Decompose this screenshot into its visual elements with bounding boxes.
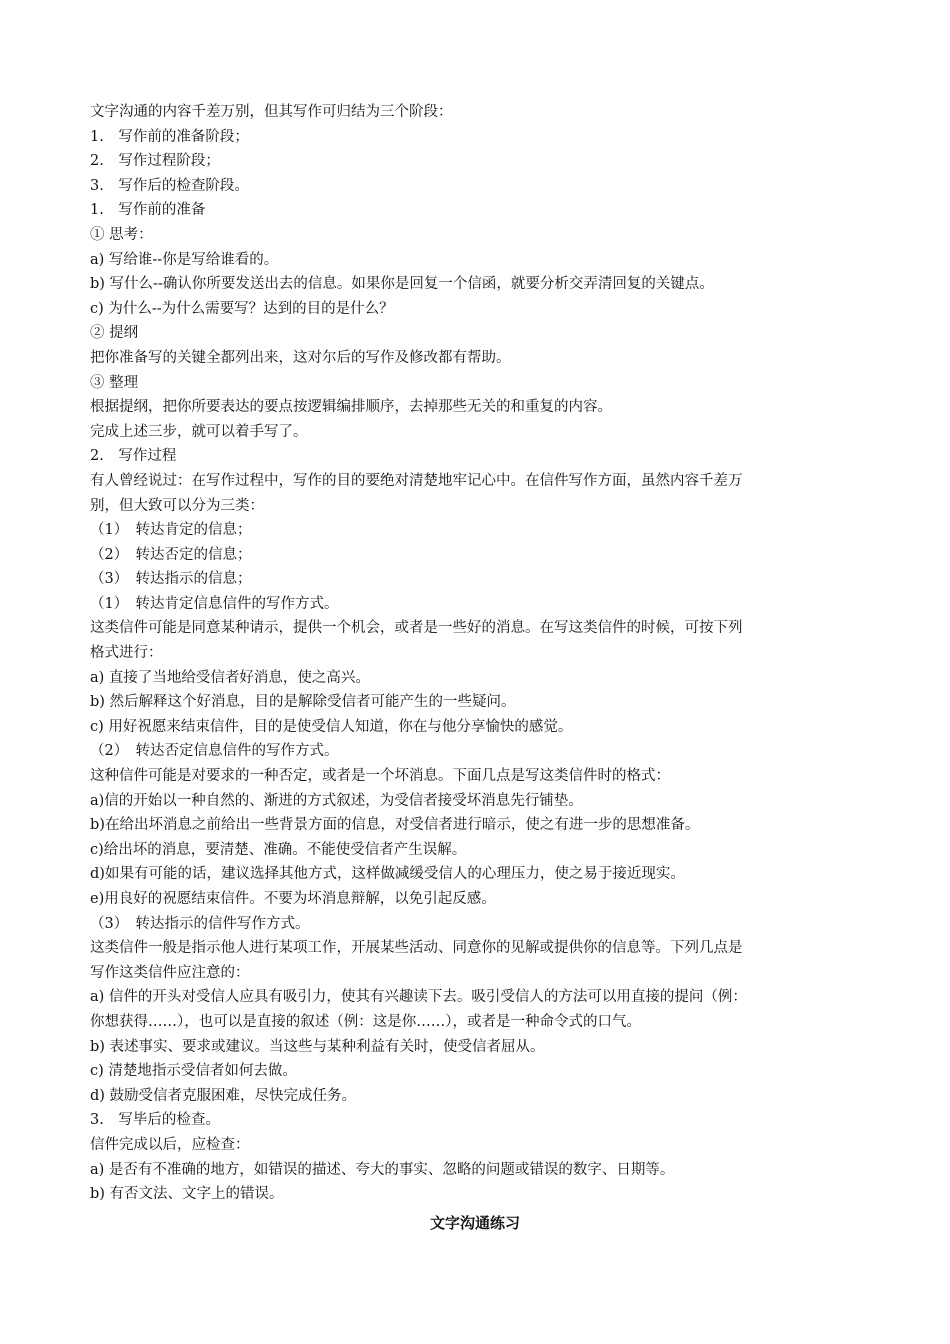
text-line: 有人曾经说过：在写作过程中，写作的目的要绝对清楚地牢记心中。在信件写作方面，虽然内容千差万 — [90, 472, 743, 489]
text-line: （1） 转达肯定的信息； — [90, 522, 252, 539]
text-line: a) 信件的开头对受信人应具有吸引力，使其有兴趣读下去。吸引受信人的方法可以用直接的提问（例： — [90, 989, 747, 1006]
text-line: 1. 写作前的准备阶段； — [90, 128, 249, 145]
text-line: b)在给出坏消息之前给出一些背景方面的信息，对受信者进行暗示，使之有进一步的思想准备。 — [90, 817, 700, 834]
text-line: c) 清楚地指示受信者如何去做。 — [90, 1063, 297, 1080]
text-line: ③ 整理 — [90, 374, 139, 391]
text-line: （3） 转达指示的信件写作方式。 — [90, 915, 310, 932]
text-line: c) 用好祝愿来结束信件，目的是使受信人知道，你在与他分享愉快的感觉。 — [90, 718, 573, 735]
text-line: c) 为什么--为什么需要写？达到的目的是什么？ — [90, 300, 394, 317]
text-line: （2） 转达否定的信息； — [90, 546, 252, 563]
text-line: 2. 写作过程阶段； — [90, 153, 220, 170]
text-line: 格式进行： — [90, 645, 163, 662]
text-line: a) 直接了当地给受信者好消息，使之高兴。 — [90, 669, 370, 686]
text-line: d) 鼓励受信者克服困难，尽快完成任务。 — [90, 1087, 357, 1104]
text-line: 完成上述三步，就可以着手写了。 — [90, 423, 308, 440]
text-line: e)用良好的祝愿结束信件。不要为坏消息辩解，以免引起反感。 — [90, 891, 496, 907]
text-line: （1） 转达肯定信息信件的写作方式。 — [90, 595, 339, 612]
text-line: b) 然后解释这个好消息，目的是解除受信者可能产生的一些疑问。 — [90, 694, 516, 711]
text-line: ① 思考： — [90, 226, 153, 243]
document-body — [90, 100, 860, 1207]
text-line: 根据提纲，把你所要表达的要点按逻辑编排顺序，去掉那些无关的和重复的内容。 — [90, 399, 612, 416]
text-line: 文字沟通的内容千差万别，但其写作可归结为三个阶段： — [90, 104, 453, 120]
section-heading: 2. 写作过程 — [90, 448, 177, 465]
text-line: 把你准备写的关键全都列出来，这对尔后的写作及修改都有帮助。 — [90, 349, 511, 366]
text-line: d)如果有可能的话，建议选择其他方式，这样做减缓受信人的心理压力，使之易于接近现实。 — [90, 866, 685, 883]
document-page — [90, 100, 860, 1235]
text-line: ② 提纲 — [90, 325, 139, 342]
text-line: 写作这类信件应注意的： — [90, 964, 250, 981]
text-line: b) 写什么--确认你所要发送出去的信息。如果你是回复一个信函，就要分析交弄清回复的关键点。 — [90, 276, 714, 293]
text-line: 别，但大致可以分为三类： — [90, 497, 264, 514]
section-heading: 1. 写作前的准备 — [90, 202, 206, 219]
text-line: a) 是否有不准确的地方，如错误的描述、夸大的事实、忽略的问题或错误的数字、日期等。 — [90, 1161, 675, 1178]
footer-title: 文字沟通练习 — [429, 1213, 520, 1232]
text-line: （3） 转达指示的信息； — [90, 571, 252, 588]
text-line: 信件完成以后，应检查： — [90, 1136, 250, 1153]
text-line: 3. 写作后的检查阶段。 — [90, 177, 249, 194]
text-line: 这类信件一般是指示他人进行某项工作，开展某些活动、同意你的见解或提供你的信息等。下列几点是 — [90, 940, 743, 957]
section-heading: 3. 写毕后的检查。 — [90, 1112, 220, 1129]
text-line: 这种信件可能是对要求的一种否定，或者是一个坏消息。下面几点是写这类信件时的格式： — [90, 768, 670, 785]
text-line: a)信的开始以一种自然的、渐进的方式叙述，为受信者接受坏消息先行铺垫。 — [90, 792, 583, 809]
text-line: 这类信件可能是同意某种请示，提供一个机会，或者是一些好的消息。在写这类信件的时候，可按下列 — [90, 620, 743, 637]
text-line: a) 写给谁--你是写给谁看的。 — [90, 251, 279, 268]
text-line: b) 表述事实、要求或建议。当这些与某种利益有关时，使受信者屈从。 — [90, 1038, 545, 1055]
text-line: 你想获得……），也可以是直接的叙述（例：这是你……），或者是一种命令式的口气。 — [90, 1013, 641, 1030]
text-line: c)给出坏的消息，要清楚、准确。不能使受信者产生误解。 — [90, 841, 467, 858]
text-line: b) 有否文法、文字上的错误。 — [90, 1186, 284, 1203]
text-line: （2） 转达否定信息信件的写作方式。 — [90, 743, 339, 760]
